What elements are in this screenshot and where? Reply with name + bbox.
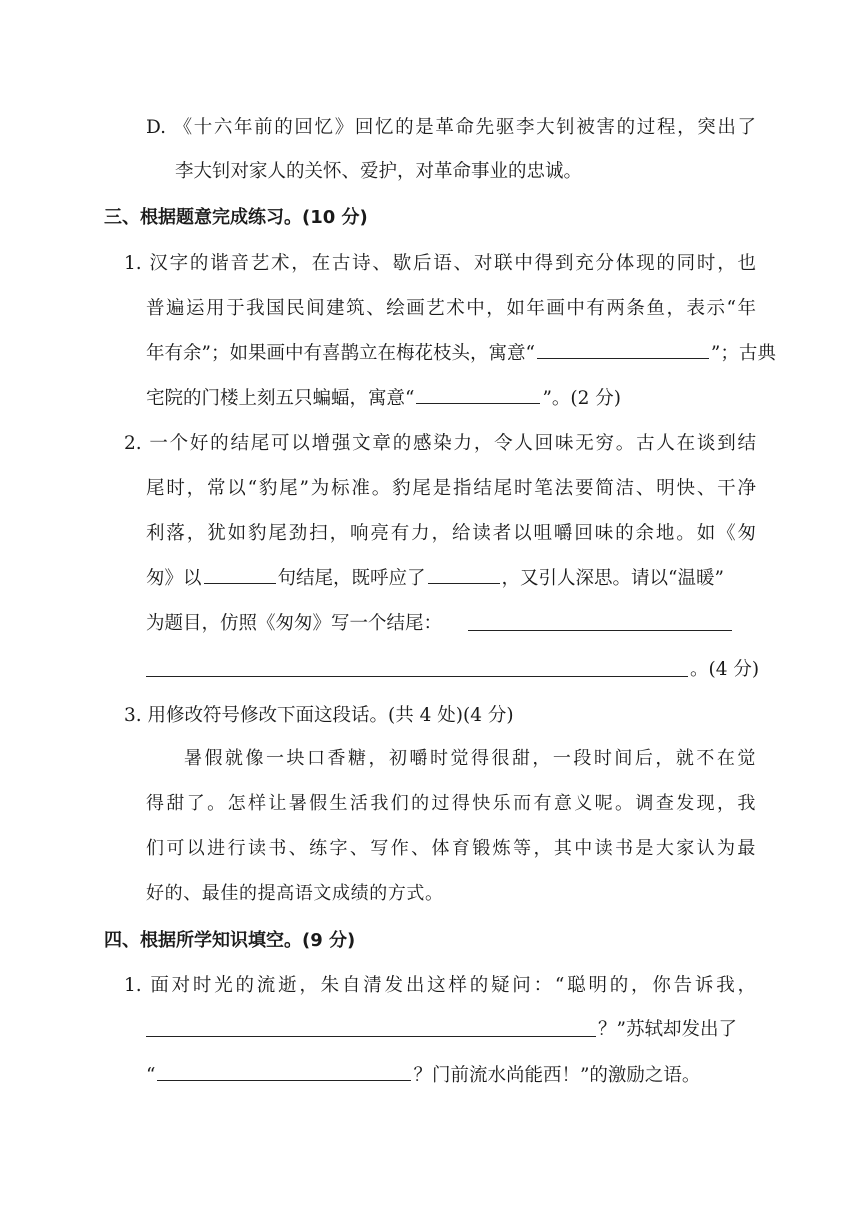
s3-q3-line1: 3. 用修改符号修改下面这段话。(共 4 处)(4 分) bbox=[124, 705, 514, 726]
answer-blank[interactable] bbox=[416, 385, 540, 404]
answer-line[interactable] bbox=[468, 630, 732, 631]
s3-q2-line4-end: ，又引人深思。请以“温暖” bbox=[501, 568, 724, 589]
s3-q1-line4-end: ”。(2 分) bbox=[542, 388, 622, 409]
s3-q1-line3-text: 年有余”；如果画中有喜鹊立在梅花枝头，寓意“ bbox=[146, 343, 535, 364]
s3-q2-line4-text: 匆》以 bbox=[146, 568, 202, 589]
passage-line2: 得甜了。怎样让暑假生活我们的过得快乐而有意义呢。调查发现，我 bbox=[146, 793, 756, 814]
s4-q1-line2: ？”苏轼却发出了 bbox=[598, 1019, 737, 1040]
option-d-line2: 李大钊对家人的关怀、爱护，对革命事业的忠诚。 bbox=[175, 161, 583, 182]
s3-q1-line4-text: 宅院的门楼上刻五只蝙蝠，寓意“ bbox=[146, 388, 415, 409]
section3-heading: 三、根据题意完成练习。(10 分) bbox=[104, 207, 368, 228]
s4-q1-line3 bbox=[146, 1062, 700, 1090]
answer-blank[interactable] bbox=[428, 565, 500, 584]
s3-q2-line5: 为题目，仿照《匆匆》写一个结尾： bbox=[146, 613, 443, 634]
s3-q2-line4-mid: 句结尾，既呼应了 bbox=[277, 568, 426, 589]
s3-q2-line2: 尾时，常以“豹尾”为标准。豹尾是指结尾时笔法要简洁、明快、干净 bbox=[146, 478, 756, 499]
s3-q2-line6: 。(4 分) bbox=[690, 659, 760, 680]
s3-q1-line3 bbox=[146, 340, 776, 368]
answer-line[interactable] bbox=[146, 1036, 596, 1037]
passage-line1: 暑假就像一块口香糖，初嚼时觉得很甜，一段时间后，就不在觉 bbox=[184, 748, 756, 769]
s4-q1-line3-open: “ bbox=[146, 1065, 156, 1086]
passage-line4: 好的、最佳的提高语文成绩的方式。 bbox=[146, 883, 444, 904]
passage-line3: 们可以进行读书、练字、写作、体育锻炼等，其中读书是大家认为最 bbox=[146, 838, 756, 859]
s3-q1-line3-end: ”；古典 bbox=[710, 343, 776, 364]
answer-line[interactable] bbox=[146, 676, 688, 677]
s3-q1-line4 bbox=[146, 385, 621, 413]
s3-q1-line1: 1. 汉字的谐音艺术，在古诗、歇后语、对联中得到充分体现的同时，也 bbox=[124, 253, 756, 274]
answer-blank[interactable] bbox=[157, 1062, 411, 1081]
s4-q1-line3-end: ？门前流水尚能西！”的激励之语。 bbox=[413, 1065, 701, 1086]
answer-blank[interactable] bbox=[537, 340, 709, 359]
s4-q1-line1: 1. 面对时光的流逝，朱自清发出这样的疑问：“聪明的，你告诉我， bbox=[124, 975, 756, 996]
option-d-line1: D. 《十六年前的回忆》回忆的是革命先驱李大钊被害的过程，突出了 bbox=[146, 117, 756, 138]
s3-q2-line4 bbox=[146, 565, 724, 593]
section4-heading: 四、根据所学知识填空。(9 分) bbox=[104, 930, 356, 951]
answer-blank[interactable] bbox=[204, 565, 276, 584]
s3-q1-line2: 普遍运用于我国民间建筑、绘画艺术中，如年画中有两条鱼，表示“年 bbox=[146, 298, 756, 319]
s3-q2-line1: 2. 一个好的结尾可以增强文章的感染力，令人回味无穷。古人在谈到结 bbox=[124, 433, 756, 454]
s3-q2-line3: 利落，犹如豹尾劲扫，响亮有力，给读者以咀嚼回味的余地。如《匆 bbox=[146, 523, 756, 544]
